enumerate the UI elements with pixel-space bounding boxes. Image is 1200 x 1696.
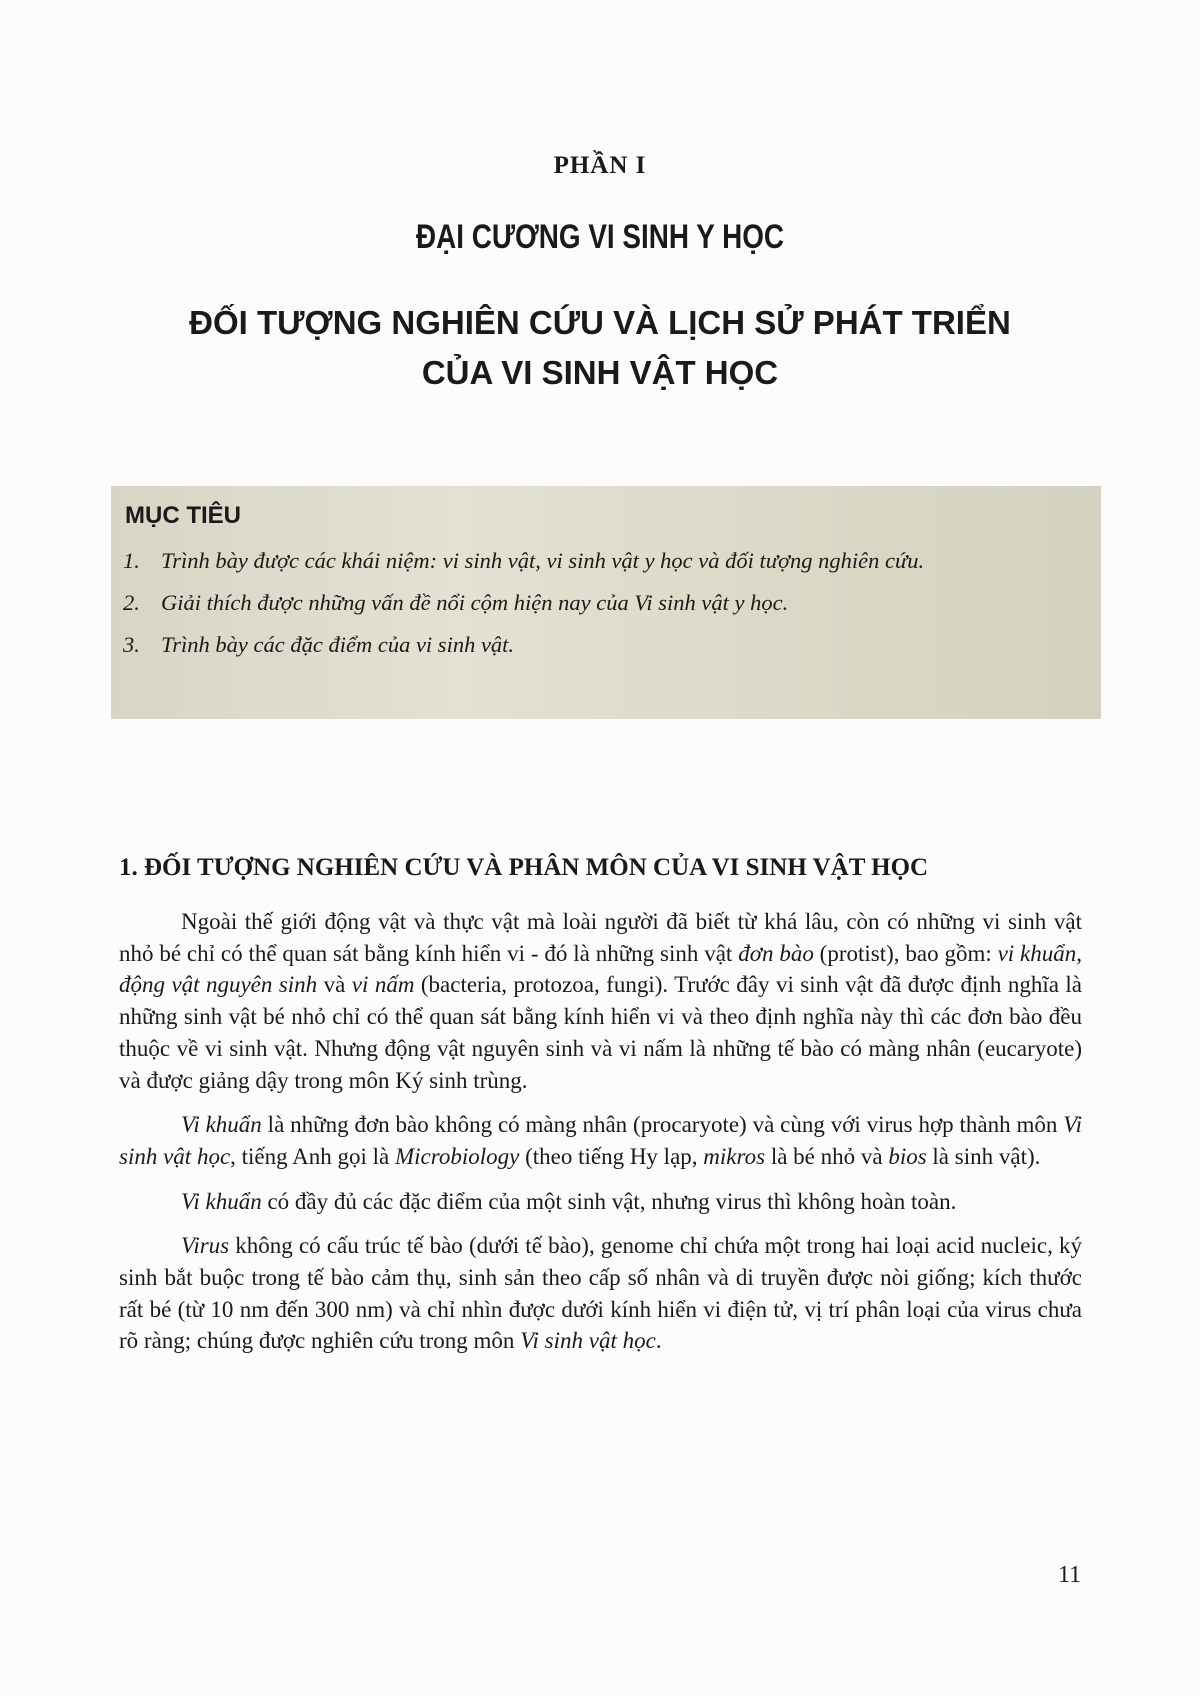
- paragraph-1: [119, 906, 1082, 1096]
- objective-number: 3.: [123, 632, 140, 657]
- part-label: PHẦN I: [553, 152, 647, 179]
- italic-run: bios: [888, 1143, 927, 1169]
- italic-run: Vi sinh vật học: [520, 1328, 656, 1354]
- text-run: (protist), bao gồm:: [813, 940, 998, 966]
- objective-number: 2.: [123, 590, 140, 615]
- objective-item: [123, 588, 1085, 618]
- objectives-heading: MỤC TIÊU: [125, 502, 241, 529]
- italic-run: Microbiology: [394, 1143, 520, 1169]
- italic-run: Vi sinh vật học: [119, 1112, 1082, 1169]
- text-run: là bé nhỏ và: [765, 1143, 889, 1169]
- text-run: là những đơn bào không có màng nhân (procaryote) và cùng với virus hợp thành môn: [261, 1112, 1064, 1138]
- text-run: .: [655, 1328, 662, 1354]
- paragraph-3: [119, 1186, 1082, 1218]
- objective-text: Trình bày được các khái niệm: vi sinh vật, vi sinh vật y học và đối tượng nghiên cứu.: [161, 548, 925, 573]
- italic-run: Vi khuẩn: [181, 1188, 262, 1214]
- chapter-title: [100, 298, 1100, 398]
- text-run: có đầy đủ các đặc điểm của một sinh vật, nhưng virus thì không hoàn toàn.: [261, 1188, 957, 1214]
- text-run: , tiếng Anh gọi là: [230, 1143, 395, 1169]
- text-run: là sinh vật).: [926, 1143, 1041, 1169]
- objectives-box: [111, 486, 1101, 719]
- paragraph-4: [119, 1230, 1082, 1357]
- italic-run: mikros: [703, 1143, 766, 1169]
- text-run: Ngoài thế giới động vật và thực vật mà loài người đã biết từ khá lâu, còn có những vi sinh vật nhỏ bé chỉ có thể quan sát bằng kính hiển vi - đó là những sinh vật: [119, 909, 1082, 966]
- objective-item: [123, 546, 1085, 576]
- objective-number: 1.: [123, 548, 140, 573]
- objective-text: Trình bày các đặc điểm của vi sinh vật.: [161, 632, 515, 657]
- objectives-list: [123, 546, 1085, 660]
- objective-item: [123, 630, 1085, 660]
- objective-text: Giải thích được những vấn đề nổi cộm hiện nay của Vi sinh vật y học.: [161, 590, 789, 615]
- section-heading: 1. ĐỐI TƯỢNG NGHIÊN CỨU VÀ PHÂN MÔN CỦA VI SINH VẬT HỌC: [119, 854, 929, 881]
- part-title: ĐẠI CƯƠNG VI SINH Y HỌC: [415, 218, 785, 256]
- text-run: không có cấu trúc tế bào (dưới tế bào), genome chỉ chứa một trong hai loại acid nucleic, ký sinh bắt buộc trong tế bào cảm thụ, sinh sản theo cấp số nhân và di truyền được nòi giống; kích thước rất bé (từ 10 nm đến 300 nm) và chỉ nhìn được dưới kính hiển vi điện tử, vị trí phân loại của virus chưa rõ ràng; chúng được nghiên cứu trong môn: [119, 1233, 1082, 1354]
- page-number: 11: [1058, 1562, 1082, 1588]
- italic-run: Virus: [181, 1233, 230, 1259]
- body-text: [119, 906, 1082, 1370]
- paragraph-2: [119, 1109, 1082, 1172]
- italic-run: vi nấm: [351, 972, 415, 998]
- text-run: (theo tiếng Hy lạp,: [519, 1143, 704, 1169]
- italic-run: vi khuẩn, động vật nguyên sinh: [119, 940, 1083, 998]
- text-run: (bacteria, protozoa, fungi). Trước đây vi sinh vật đã được định nghĩa là những sinh vật bé nhỏ chỉ có thể quan sát bằng kính hiển vi và theo định nghĩa này thì các đơn bào đều thuộc về vi sinh vật. Nhưng động vật nguyên sinh và vi nấm là những tế bào có màng nhân (eucaryote) và được giảng dậy trong môn Ký sinh trùng.: [119, 972, 1082, 1093]
- chapter-title-line-1: ĐỐI TƯỢNG NGHIÊN CỨU VÀ LỊCH SỬ PHÁT TRIỂN: [189, 304, 1011, 341]
- italic-run: đơn bào: [738, 940, 814, 966]
- italic-run: Vi khuẩn: [181, 1112, 262, 1138]
- text-run: và: [317, 972, 352, 998]
- chapter-title-line-2: CỦA VI SINH VẬT HỌC: [421, 354, 779, 391]
